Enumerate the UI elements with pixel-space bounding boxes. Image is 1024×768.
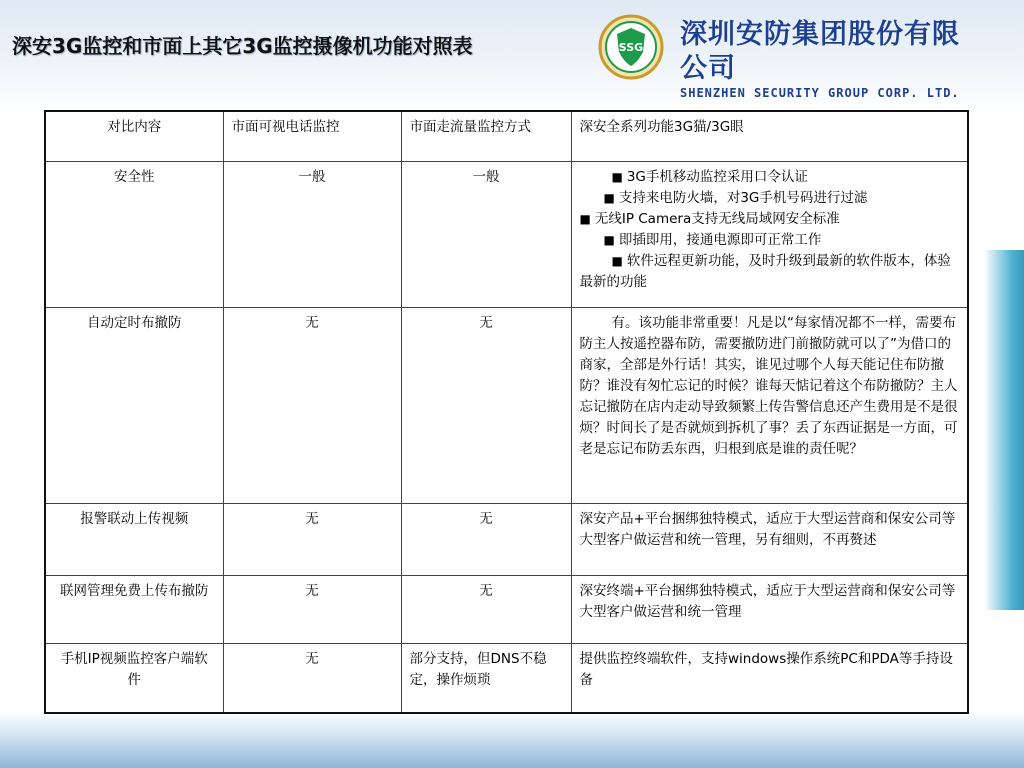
table-row (45, 575, 968, 643)
table-cell: 深安终端+平台捆绑独特模式，适应于大型运营商和保安公司等大型客户做运营和统一管理 (571, 575, 968, 643)
table-row (45, 161, 968, 307)
table-cell: 提供监控终端软件，支持windows操作系统PC和PDA等手持设备 (571, 643, 968, 713)
table-cell: 无 (401, 575, 571, 643)
table-cell: 无 (223, 503, 401, 575)
row-label: 自动定时布撤防 (45, 307, 223, 503)
comparison-table (44, 110, 969, 714)
table-cell: 有。该功能非常重要！凡是以“每家情况都不一样，需要布防主人按遥控器布防，需要撤防进门前撤防就可以了”为借口的商家，全部是外行话！其实，谁见过哪个人每天能记住布防撤防？谁没有匆忙忘记的时候？谁每天惦记着这个布防撤防？主人忘记撤防在店内走动导致频繁上传告警信息还产生费用是不是很烦？时间长了是否就烦到拆机了事？丢了东西证据是一方面，可老是忘记布防丢东西，归根到底是谁的责任呢？ (571, 307, 968, 503)
header-cell: 市面走流量监控方式 (401, 111, 571, 161)
feature-list (571, 161, 968, 307)
header-cell: 对比内容 (45, 111, 223, 161)
footer-background (0, 712, 1024, 768)
table-cell: 无 (223, 643, 401, 713)
row-label: 联网管理免费上传布撤防 (45, 575, 223, 643)
table-cell: 无 (401, 307, 571, 503)
list-item: ■ 软件远程更新功能，及时升级到最新的软件版本，体验最新的功能 (579, 252, 951, 290)
table-cell: 一般 (223, 161, 401, 307)
header-cell: 市面可视电话监控 (223, 111, 401, 161)
table-cell: 无 (223, 575, 401, 643)
table-cell: 部分支持，但DNS不稳定，操作烦琐 (401, 643, 571, 713)
table-cell: 无 (223, 307, 401, 503)
company-name-cn: 深圳安防集团股份有限公司 (680, 19, 960, 84)
company-name-en: SHENZHEN SECURITY GROUP CORP. LTD. (680, 86, 960, 100)
list-item: ■ 支持来电防火墙，对3G手机号码进行过滤 (603, 189, 868, 206)
bullet-icon: ■ (603, 190, 615, 205)
bullet-icon: ■ (579, 211, 591, 226)
company-brand (680, 18, 980, 100)
page-title: 深安3G监控和市面上其它3G监控摄像机功能对照表 (12, 34, 473, 58)
bullet-icon: ■ (603, 232, 615, 247)
logo-text: SSG (618, 41, 644, 54)
row-label: 手机IP视频监控客户端软件 (45, 643, 223, 713)
table-cell: 无 (401, 503, 571, 575)
bullet-icon: ■ (611, 253, 623, 268)
list-item: ■ 无线IP Camera支持无线局域网安全标准 (579, 210, 840, 227)
bullet-icon: ■ (611, 169, 623, 184)
list-item: ■ 即插即用，接通电源即可正常工作 (603, 231, 822, 248)
company-logo (598, 14, 664, 80)
table-header-row (45, 111, 968, 161)
row-label: 安全性 (45, 161, 223, 307)
header-cell: 深安全系列功能3G猫/3G眼 (571, 111, 968, 161)
side-decoration (984, 250, 1024, 610)
table-row (45, 307, 968, 503)
table-cell: 一般 (401, 161, 571, 307)
table-cell: 深安产品+平台捆绑独特模式，适应于大型运营商和保安公司等大型客户做运营和统一管理，另有细则，不再赘述 (571, 503, 968, 575)
list-item: ■ 3G手机移动监控采用口令认证 (611, 168, 808, 185)
row-label: 报警联动上传视频 (45, 503, 223, 575)
table-row (45, 503, 968, 575)
table-row (45, 643, 968, 713)
